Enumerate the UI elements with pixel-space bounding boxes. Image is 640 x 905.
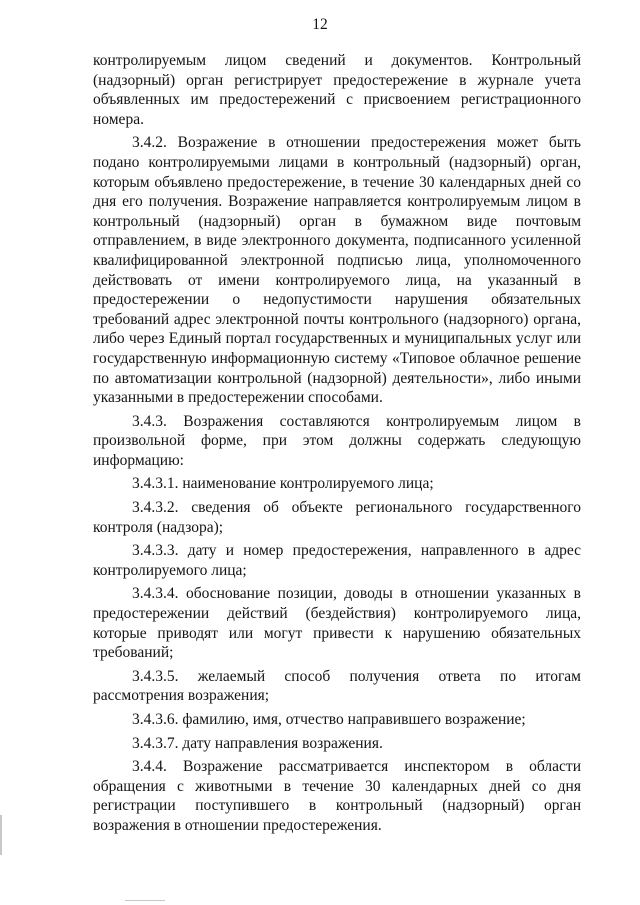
document-body [93, 51, 581, 836]
list-item-3-4-3-7: 3.4.3.7. дату направления возражения. [132, 734, 383, 752]
scan-edge-mark [125, 900, 165, 901]
list-item-3-4-3-6: 3.4.3.6. фамилию, имя, отчество направившего возражение; [132, 711, 526, 728]
list-item-3-4-3-2: 3.4.3.2. сведения об объекте регионального государственного контроля (надзора); [93, 499, 581, 536]
page-number: 12 [312, 16, 328, 33]
list-item-3-4-3-4: 3.4.3.4. обоснование позиции, доводы в отношении указанных в предостережении действий (бездействия) контролируемого лица, которые приводят или могут привести к нарушению обязательных требований; [93, 585, 581, 662]
paragraph-3-4-4: 3.4.4. Возражение рассматривается инспектором в области обращения с животными в течение 30 календарных дней со дня регистрации поступившего в контрольный (надзорный) орган возражения в отношении предостережения. [93, 758, 581, 834]
scan-edge-mark [0, 815, 2, 855]
paragraph-continuation: контролируемым лицом сведений и документов. Контрольный (надзорный) орган регистрирует предостережение в журнале учета объявленных им предостережений с присвоением регистрационного номера. [93, 52, 581, 128]
list-item-3-4-3-5: 3.4.3.5. желаемый способ получения ответа по итогам рассмотрения возражения; [93, 667, 581, 705]
list-item-3-4-3-1: 3.4.3.1. наименование контролируемого лица; [132, 475, 434, 493]
paragraph-3-4-2: 3.4.2. Возражение в отношении предостережения может быть подано контролируемыми лицами в контрольный (надзорный) орган, которым объявлено предостережение, в течение 30 календарных дней со дня его получения. Возражение направляется контролируемым лицом в контрольный (надзорный) орган в бумажном виде почтовым отправлением, в виде электронного документа, подписанного усиленной квалифицированной электронной подписью лица, уполномоченного действовать от имени контролируемого лица, на указанный в предостережении о недопустимости нарушения обязательных требований адрес электронной почты контрольного (надзорного) органа, либо через Единый портал государственных и муниципальных услуг или государственную информационную систему «Типовое облачное решение по автоматизации контрольной (надзорной) деятельности», либо иными указанными в предостережении способами. [93, 134, 581, 407]
list-item-3-4-3-3: 3.4.3.3. дату и номер предостережения, направленного в адрес контролируемого лица; [93, 542, 581, 579]
paragraph-3-4-3: 3.4.3. Возражения составляются контролируемым лицом в произвольной форме, при этом должны содержать следующую информацию: [93, 412, 581, 469]
